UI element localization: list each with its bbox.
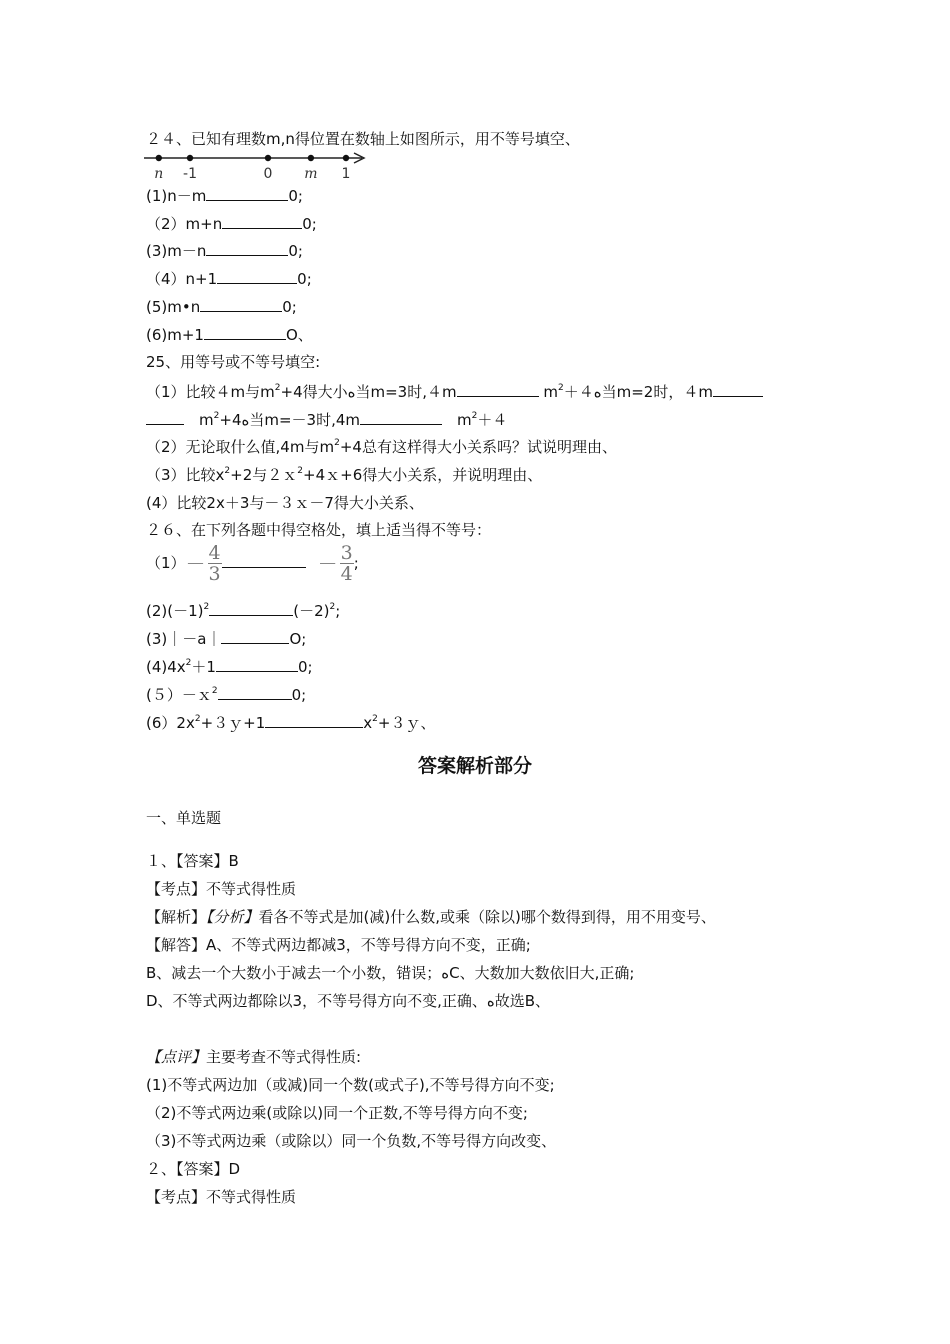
q25-prompt: 25、用等号或不等号填空: (146, 353, 321, 371)
q26-prompt: ２６、在下列各题中得空格处，填上适当得不等号： (146, 521, 492, 539)
answer-blank[interactable] (146, 409, 184, 425)
answer-blank[interactable] (217, 268, 297, 284)
number-line (140, 148, 376, 182)
q24-item-1: (1)n－m 0; (146, 187, 303, 205)
q24-item-5: (5)m•n 0; (146, 298, 297, 316)
q24-item-4: （4）n+1 0; (146, 270, 312, 288)
answer-1-point-1: (1)不等式两边加（或减)同一个数(或式子),不等号得方向不变; (146, 1076, 555, 1094)
axis-tick-label: 1 (341, 166, 351, 182)
fraction-four-thirds: $\frac{4}{3}$ (208, 542, 221, 585)
axis-point (343, 155, 349, 161)
answer-blank[interactable] (206, 240, 288, 256)
answer-1-jieda: 【解答】A、不等式两边都减3，不等号得方向不变，正确; (146, 936, 531, 954)
q26-item-4: $(4)4x^2+1$ 0; (146, 658, 313, 676)
answer-blank[interactable] (360, 409, 442, 425)
answer-blank[interactable] (206, 185, 288, 201)
q25-line-3: （2）无论取什么值,4m与$m^2+4$总有这样得大小关系吗？试说明理由、 (146, 438, 617, 456)
answer-1-point-3: （3)不等式两边乘（或除以）同一个负数,不等号得方向改变、 (146, 1132, 557, 1150)
answer-blank[interactable] (204, 324, 286, 340)
answer-blank[interactable] (209, 600, 293, 616)
axis-tick-label: n (154, 166, 164, 182)
axis-point (265, 155, 271, 161)
axis-tick-label: -1 (183, 166, 197, 182)
q24-item-6: (6)m+1 O、 (146, 326, 313, 344)
q24-item-3: (3)m－n 0; (146, 242, 303, 260)
axis-tick-label: m (304, 166, 318, 182)
q25-line-1: （1）比较４m与$m^2+4$得大小ﻩ当m=3时,４m $m^2+4ﻩ$当m=2时，４m (146, 381, 763, 402)
q24-prompt: ２４、已知有理数m,n得位置在数轴上如图所示，用不等号填空、 (146, 130, 580, 148)
answer-blank[interactable] (222, 552, 306, 568)
q26-item-1: （1）－ $\frac{4}{3}$ － $\frac{3}{4}$ ; (146, 542, 359, 585)
q26-item-5: (５）－ｘ$^2$ 0; (146, 686, 307, 704)
answer-blank[interactable] (265, 712, 363, 728)
axis-tick-label: 0 (263, 166, 273, 182)
fraction-three-fourths: $\frac{3}{4}$ (340, 542, 353, 585)
answer-1-kaodian: 【考点】不等式得性质 (146, 880, 297, 898)
answer-2-head: ２、【答案】D (146, 1160, 241, 1178)
answer-blank[interactable] (200, 296, 282, 312)
answer-1-jiexi: 【解析】【分析】看各不等式是加(减)什么数,或乘（除以)哪个数得到得，用不用变号、 (146, 908, 716, 926)
answer-blank[interactable] (713, 381, 763, 397)
answer-1-point-2: （2)不等式两边乘(或除以)同一个正数,不等号得方向不变; (146, 1104, 528, 1122)
q24-item-2: （2）m+n 0; (146, 215, 317, 233)
q26-item-6: $(6)2x^2+3y+1$ $x^2+3y$、 (146, 714, 436, 732)
q25-line-5: (4）比较2x＋3与－３ｘ－7得大小关系、 (146, 494, 424, 512)
axis-point (156, 155, 162, 161)
q26-item-2: $(2)(-1)^2$ $(-2)^2$; (146, 602, 341, 620)
q25-line-2: $m^2+4ﻩ$当m=－3时,4m $m^2+4$ (146, 409, 507, 430)
answer-blank[interactable] (457, 381, 539, 397)
q25-line-4: （3）比较$x^2+2$与２ｘ$^2$+4ｘ+6得大小关系，并说明理由、 (146, 466, 543, 484)
answer-1-line-b: B、减去一个大数小于减去一个小数，错误；ﻩC、大数加大数依旧大,正确; (146, 964, 635, 982)
answer-1-head: １、【答案】B (146, 852, 239, 870)
answer-1-line-d: D、不等式两边都除以3，不等号得方向不变,正确、ﻩ故选B、 (146, 992, 551, 1010)
answer-1-dianping: 【点评】主要考查不等式得性质: (146, 1048, 362, 1066)
answer-2-kaodian: 【考点】不等式得性质 (146, 1188, 297, 1206)
axis-point (308, 155, 314, 161)
answer-blank[interactable] (218, 684, 292, 700)
answer-blank[interactable] (222, 213, 302, 229)
answer-blank[interactable] (221, 628, 289, 644)
answer-section-title: 答案解析部分 (417, 755, 532, 777)
q26-item-3: (3)｜－a｜ O; (146, 630, 307, 648)
axis-point (187, 155, 193, 161)
section-heading: 一、单选题 (146, 809, 222, 827)
answer-blank[interactable] (216, 656, 298, 672)
